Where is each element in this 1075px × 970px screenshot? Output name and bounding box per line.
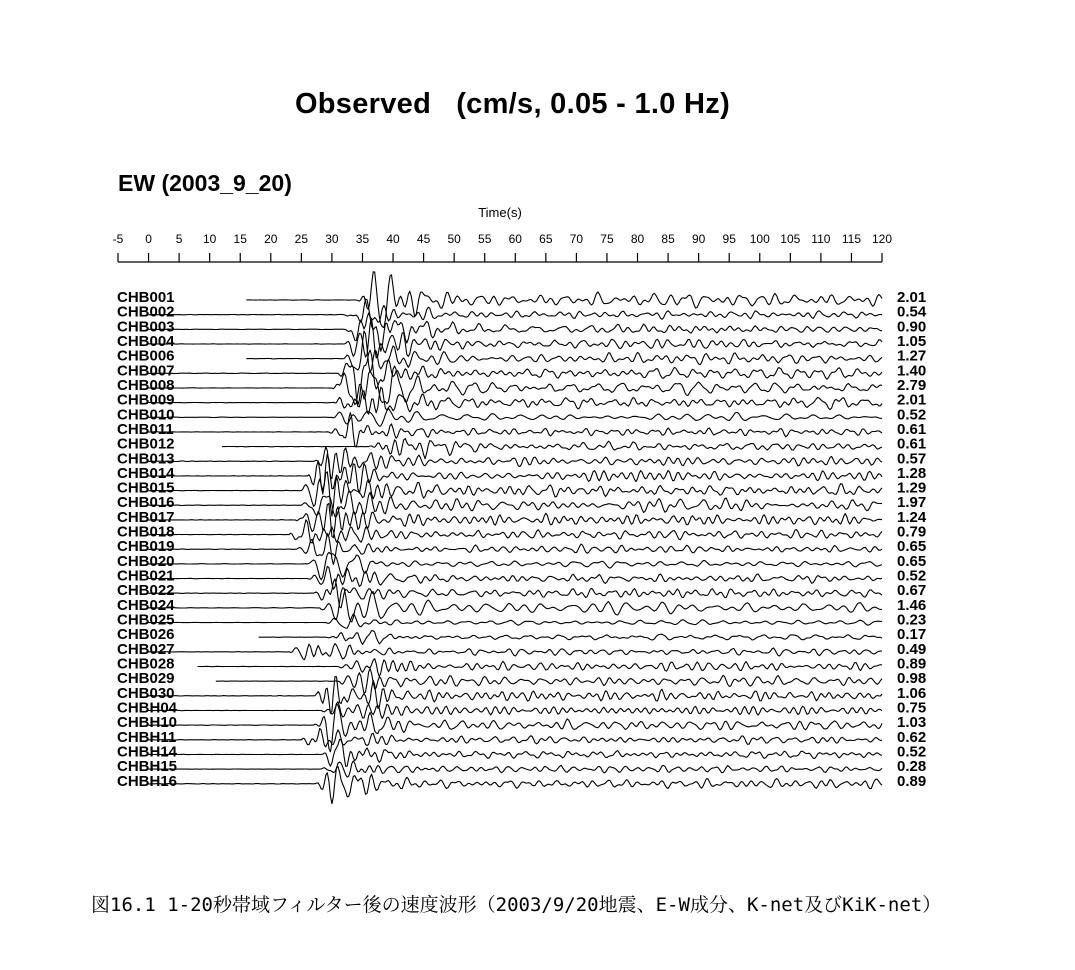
station-label: CHB029 (117, 670, 175, 688)
amplitude-label: 2.01 (897, 289, 927, 306)
x-tick-label: 5 (175, 232, 183, 246)
waveform-trace (149, 702, 882, 719)
x-tick-label: 0 (145, 232, 152, 246)
waveform-trace (149, 677, 882, 714)
x-tick-label: 65 (539, 232, 553, 246)
amplitude-label: 0.62 (897, 728, 927, 746)
x-tick-label: 90 (691, 232, 706, 246)
waveform-trace (149, 767, 882, 804)
x-tick-label: 25 (294, 232, 309, 246)
station-label: CHB003 (117, 318, 175, 336)
station-label: CHB012 (117, 435, 175, 453)
waveform-trace (149, 614, 882, 628)
waveform-trace (149, 366, 882, 405)
amplitude-label: 0.98 (897, 670, 927, 688)
station-label: CHB015 (117, 479, 175, 497)
waveform-trace (149, 644, 882, 660)
station-label: CHBH10 (117, 714, 178, 732)
x-tick-label: 120 (871, 232, 893, 246)
amplitude-label: 0.89 (897, 655, 927, 673)
x-tick-label: 80 (630, 232, 645, 246)
amplitude-label: 1.46 (897, 596, 927, 614)
station-label: CHBH14 (117, 743, 178, 761)
waveform-trace (149, 566, 882, 589)
station-label: CHB004 (117, 332, 175, 350)
amplitude-label: 0.54 (897, 303, 927, 321)
station-label: CHB001 (117, 289, 175, 306)
station-label: CHB026 (117, 626, 175, 644)
station-label: CHB027 (117, 640, 175, 658)
x-tick-label: 60 (508, 232, 522, 246)
waveform-trace (149, 761, 882, 777)
x-tick-label: 20 (264, 232, 278, 246)
waveform-trace (149, 728, 882, 747)
station-label: CHB010 (117, 406, 175, 424)
amplitude-label: 0.49 (897, 640, 927, 658)
figure-caption: 図16.1 1-20秒帯域フィルター後の速度波形（2003/9/20地震、E-W成分、K-net及びKiK-net） (91, 894, 942, 916)
station-label: CHB014 (117, 464, 175, 482)
waveform-trace (216, 669, 882, 694)
amplitude-label: 1.29 (897, 479, 927, 497)
amplitude-label: 1.24 (897, 508, 927, 526)
waveform-trace (149, 472, 882, 516)
amplitude-label: 1.06 (897, 684, 927, 702)
waveform-trace (149, 447, 882, 479)
amplitude-label: 1.27 (897, 347, 927, 365)
amplitude-label: 0.67 (897, 582, 927, 600)
x-tick-label: -5 (112, 232, 124, 246)
amplitude-label: 0.52 (897, 743, 927, 761)
waveform-trace (149, 408, 882, 426)
x-tick-label: 35 (355, 232, 370, 246)
x-axis-label: Time(s) (478, 205, 522, 220)
amplitude-label: 2.01 (897, 391, 927, 409)
amplitude-label: 0.65 (897, 552, 927, 570)
x-tick-label: 110 (811, 232, 831, 246)
waveform-trace (149, 520, 882, 543)
amplitude-label: 0.65 (897, 538, 927, 556)
station-label: CHB006 (117, 347, 175, 365)
waveform-trace (149, 491, 882, 517)
station-label: CHBH15 (117, 758, 178, 776)
waveform-trace (259, 631, 882, 645)
amplitude-label: 0.79 (897, 523, 927, 541)
amplitude-label: 1.40 (897, 362, 927, 380)
chart-title: Observed (cm/s, 0.05 - 1.0 Hz) (294, 88, 731, 120)
x-tick-label: 10 (203, 232, 217, 246)
waveform-trace (149, 579, 882, 608)
station-label: CHB030 (117, 684, 175, 702)
amplitude-label: 0.75 (897, 699, 927, 717)
amplitude-label: 0.89 (897, 772, 927, 790)
x-tick-label: 85 (661, 232, 675, 246)
waveform-trace (149, 534, 882, 565)
waveform-trace (149, 319, 882, 358)
station-label: CHB002 (117, 303, 175, 321)
amplitude-label: 0.61 (897, 435, 927, 453)
station-label: CHB022 (117, 582, 175, 600)
traces (117, 272, 927, 804)
x-tick-label: 75 (600, 232, 614, 246)
station-label: CHB017 (117, 508, 175, 526)
x-tick-label: 55 (478, 232, 492, 246)
amplitude-label: 0.52 (897, 406, 927, 424)
x-tick-label: 50 (447, 232, 461, 246)
station-label: CHB007 (117, 362, 175, 380)
chart-subtitle: EW (2003_9_20) (118, 170, 292, 196)
station-label: CHB019 (117, 538, 175, 556)
waveform-trace (222, 439, 882, 459)
amplitude-label: 2.79 (897, 376, 927, 394)
amplitude-label: 0.17 (897, 626, 927, 644)
amplitude-label: 1.97 (897, 494, 927, 512)
station-label: CHB020 (117, 552, 175, 570)
station-label: CHB021 (117, 567, 175, 585)
station-label: CHB013 (117, 450, 175, 468)
amplitude-label: 0.28 (897, 758, 927, 776)
amplitude-label: 0.61 (897, 420, 927, 438)
amplitude-label: 0.52 (897, 567, 927, 585)
waveform-trace (198, 659, 883, 677)
station-label: CHBH04 (117, 699, 178, 717)
station-label: CHB009 (117, 391, 175, 409)
amplitude-label: 1.05 (897, 332, 927, 350)
amplitude-label: 0.57 (897, 450, 927, 468)
amplitude-label: 1.03 (897, 714, 927, 732)
x-tick-label: 40 (386, 232, 400, 246)
x-tick-label: 45 (416, 232, 431, 246)
waveform-trace (246, 331, 882, 372)
amplitude-label: 1.28 (897, 464, 927, 482)
amplitude-label: 0.90 (897, 318, 927, 336)
x-tick-label: 105 (780, 232, 801, 246)
x-tick-label: 95 (722, 232, 736, 246)
x-tick-label: 70 (569, 232, 584, 246)
waveform-trace (246, 272, 882, 328)
x-tick-label: 100 (749, 232, 770, 246)
station-label: CHB008 (117, 376, 175, 394)
station-label: CHB024 (117, 596, 175, 614)
x-axis (113, 232, 893, 262)
station-label: CHBH11 (117, 728, 177, 746)
station-label: CHB016 (117, 494, 175, 512)
station-label: CHB025 (117, 611, 175, 629)
waveform-trace (149, 387, 882, 414)
x-tick-label: 15 (233, 232, 247, 246)
station-label: CHBH16 (117, 772, 178, 790)
waveform-trace (149, 739, 882, 766)
x-tick-label: 115 (841, 232, 862, 246)
waveform-trace (149, 552, 882, 579)
amplitude-label: 0.23 (897, 611, 927, 629)
station-label: CHB028 (117, 655, 175, 673)
x-tick-label: 30 (325, 232, 339, 246)
station-label: CHB011 (117, 420, 174, 438)
station-label: CHB018 (117, 523, 175, 541)
waveform-trace (149, 299, 882, 322)
